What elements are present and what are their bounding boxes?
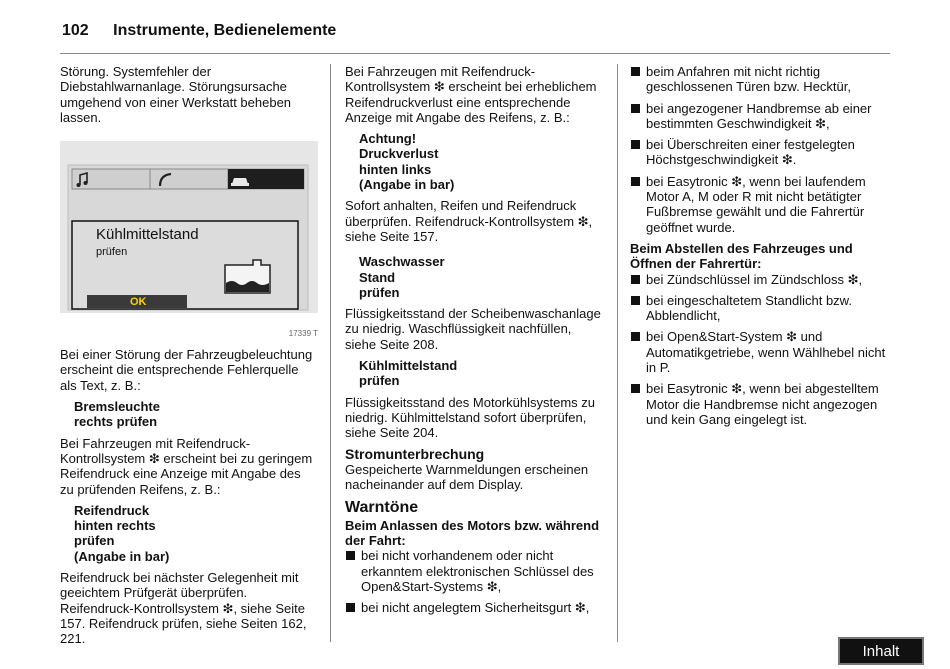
column-divider [617, 64, 618, 642]
display-message: Bremsleuchte rechts prüfen [74, 399, 160, 430]
list-item: bei angezogener Handbremse ab einer bestimmten Geschwindigkeit ❇, [630, 101, 890, 132]
list-item: beim Anfahren mit nicht richtig geschlossenen Türen bzw. Hecktür, [630, 64, 890, 95]
display-title: Kühlmittelstand [96, 226, 199, 244]
display-message: Kühlmittelstand prüfen [359, 358, 458, 389]
page-header [62, 22, 336, 40]
list-item: bei nicht vorhandenem oder nicht erkanntem elektronischen Schlüssel des Open&Start-Systems ❇, [345, 548, 603, 594]
column-divider [330, 64, 331, 642]
paragraph: Flüssigkeitsstand des Motorkühlsystems zu niedrig. Kühlmittelstand sofort überprüfen, siehe Seite 204. [345, 394, 595, 441]
bullet-square-icon [346, 551, 355, 560]
bullet-square-icon [631, 140, 640, 149]
car-icon [231, 178, 249, 186]
paragraph: Sofort anhalten, Reifen und Reifendruck überprüfen. Reifendruck-Kontrollsystem ❇, siehe Seite 157. [345, 198, 593, 244]
column-3 [630, 64, 890, 433]
list-item: bei Easytronic ❇, wenn bei abgestelltem Motor die Handbremse nicht angezogen und kein Gang eingelegt ist. [630, 381, 890, 427]
bullet-square-icon [631, 384, 640, 393]
paragraph: Bei Fahrzeugen mit Reifendruck-Kontrollsystem ❇ erscheint bei erheblichem Reifendruckverlust eine entsprechende Anzeige mit Angabe des Reifens, z. B.: [345, 64, 597, 125]
list-item: bei Open&Start-System ❇ und Automatikgetriebe, wenn Wählhebel nicht in P. [630, 329, 890, 375]
coolant-level-icon [225, 260, 270, 293]
bullet-square-icon [346, 603, 355, 612]
display-figure [60, 133, 318, 341]
display-message: Waschwasser Stand prüfen [359, 254, 445, 300]
list-item: bei Überschreiten einer festgelegten Höchstgeschwindigkeit ❇. [630, 137, 890, 168]
bullet-square-icon [631, 177, 640, 186]
display-message: Reifendruck hinten rechts prüfen (Angabe in bar) [74, 502, 170, 564]
page-number: 102 [62, 22, 89, 39]
display-subtitle: prüfen [96, 246, 128, 259]
figure-number: 17339 T [288, 328, 318, 338]
contents-button[interactable]: Inhalt [838, 637, 924, 665]
bullet-square-icon [631, 332, 640, 341]
bullet-square-icon [631, 275, 640, 284]
ok-label: OK [130, 296, 147, 309]
section-title: Warntöne [345, 499, 419, 517]
paragraph: Störung. Systemfehler der Diebstahlwarnanlage. Störungsursache umgehend von einer Werkstatt beheben lassen. [60, 64, 292, 125]
section-heading: Stromunterbrechung [345, 445, 485, 462]
column-1 [60, 64, 318, 653]
list-item: bei Zündschlüssel im Zündschloss ❇, [630, 272, 890, 287]
paragraph: Flüssigkeitsstand der Scheibenwaschanlage zu niedrig. Waschflüssigkeit nachfüllen, siehe Seite 208. [345, 306, 601, 352]
bold-subheading: Beim Anlassen des Motors bzw. während der Fahrt: [345, 517, 600, 549]
page-title: Instrumente, Bedienelemente [113, 22, 337, 39]
paragraph: Reifendruck bei nächster Gelegenheit mit geeichtem Prüfgerät überprüfen. Reifendruck-Kontrollsystem ❇, siehe Seite 157. Reifendruck prüfen, siehe Seiten 162, 221. [60, 570, 307, 647]
list-item: bei nicht angelegtem Sicherheitsgurt ❇, [345, 600, 603, 615]
paragraph: Gespeicherte Warnmeldungen erscheinen nacheinander auf dem Display. [345, 461, 589, 493]
bullet-square-icon [631, 104, 640, 113]
list-item: bei Easytronic ❇, wenn bei laufendem Motor A, M oder R mit nicht betätigter Fußbremse gewählt und die Fahrertür geöffnet wurde. [630, 174, 890, 235]
bold-subheading: Beim Abstellen des Fahrzeuges und Öffnen der Fahrertür: [630, 240, 853, 272]
bullet-square-icon [631, 67, 640, 76]
paragraph: Bei einer Störung der Fahrzeugbeleuchtung erscheint die entsprechende Fehlerquelle als Text, z. B.: [60, 347, 313, 393]
header-rule [60, 53, 890, 54]
info-display-illustration [60, 133, 318, 323]
bullet-square-icon [631, 296, 640, 305]
display-message: Achtung! Druckverlust hinten links (Angabe in bar) [359, 131, 455, 193]
column-2 [345, 64, 603, 622]
list-item: bei eingeschaltetem Standlicht bzw. Abblendlicht, [630, 293, 890, 324]
paragraph: Bei Fahrzeugen mit Reifendruck-Kontrollsystem ❇ erscheint bei zu geringem Reifendruck eine Anzeige mit Angabe des zu prüfenden Reifens, z. B.: [60, 435, 313, 497]
